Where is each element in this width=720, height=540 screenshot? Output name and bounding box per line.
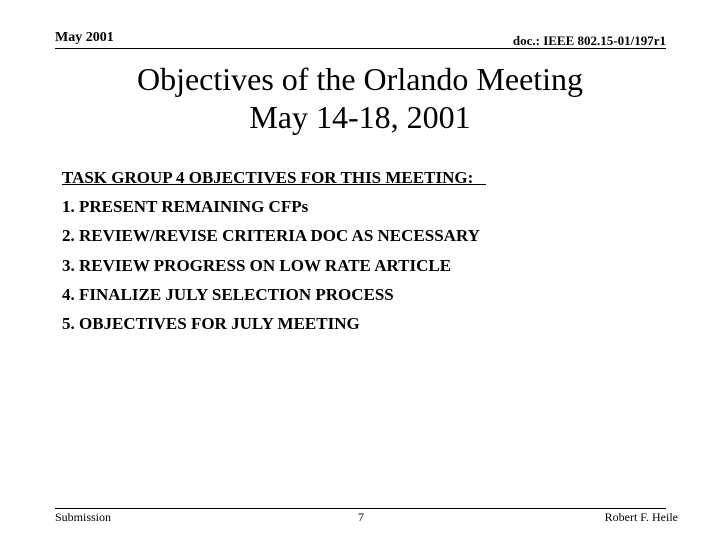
header-date: May 2001	[55, 30, 114, 45]
objective-item-2: 2. REVIEW/REVISE CRITERIA DOC AS NECESSARY	[62, 226, 480, 246]
header-divider	[55, 48, 666, 49]
slide-title	[0, 60, 720, 136]
objective-item-5: 5. OBJECTIVES FOR JULY MEETING	[62, 314, 360, 334]
objective-item-3: 3. REVIEW PROGRESS ON LOW RATE ARTICLE	[62, 255, 452, 275]
objectives-heading: TASK GROUP 4 OBJECTIVES FOR THIS MEETING:	[62, 168, 486, 187]
header-doc-id: doc.: IEEE 802.15-01/197r1	[512, 33, 666, 48]
slide-title-line-1: Objectives of the Orlando Meeting	[136, 61, 584, 97]
objectives-list	[62, 163, 486, 338]
objective-item-1: 1. PRESENT REMAINING CFPs	[62, 197, 309, 217]
slide-title-line-2: May 14-18, 2001	[249, 99, 471, 135]
footer-author: Robert F. Heile	[604, 510, 678, 524]
objective-item-4: 4. FINALIZE JULY SELECTION PROCESS	[62, 284, 394, 304]
footer-submission: Submission	[55, 510, 112, 524]
footer-page-number: 7	[358, 510, 364, 524]
footer-divider	[55, 508, 666, 509]
